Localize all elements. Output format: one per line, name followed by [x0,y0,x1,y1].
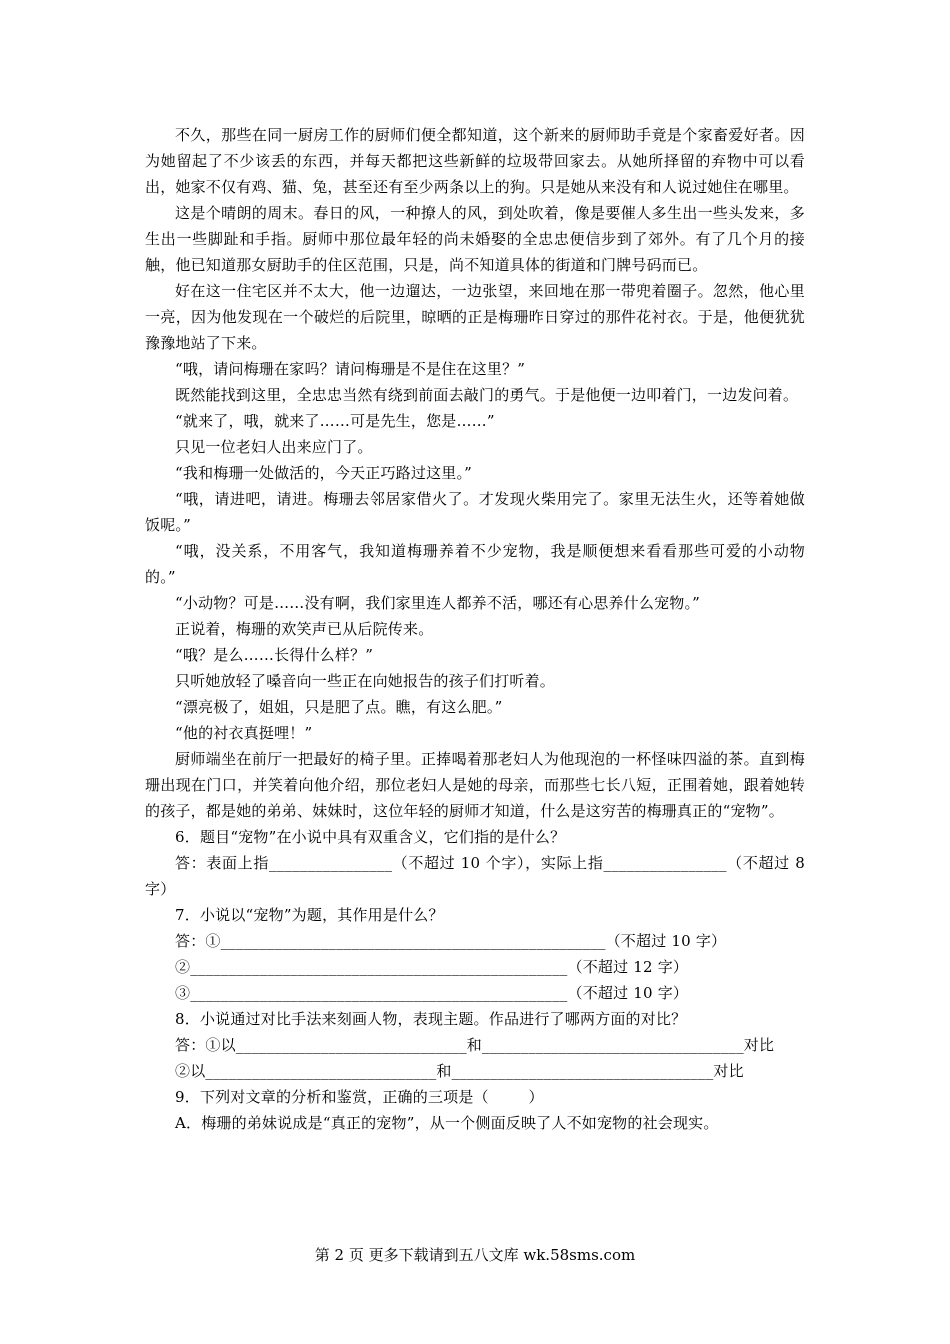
paragraph: 不久，那些在同一厨房工作的厨师们便全都知道，这个新来的厨师助手竟是个家畜爱好者。因为她留起了不少该丢的东西，并每天都把这些新鲜的垃圾带回家去。从她所择留的弃物中可以看出，她家不仅有鸡、猫、兔，甚至还有至少两条以上的狗。只是她从来没有和人说过她住在哪里。 [145,126,805,196]
question-9: 9．下列对文章的分析和鉴赏，正确的三项是（ ） [175,1088,544,1106]
paragraph: “小动物？可是……没有啊，我们家里连人都养不活，哪还有心思养什么宠物。” [175,594,701,612]
option-a: A．梅珊的弟妹说成是“真正的宠物”，从一个侧面反映了人不如宠物的社会现实。 [175,1114,719,1132]
paragraph: “哦？是么……长得什么样？” [175,646,374,664]
answer-7-item-1: 答：①__________________________________________________（不超过 10 字） [175,932,727,950]
answer-7-item-3: ③_________________________________________________（不超过 10 字） [175,984,689,1002]
page-footer: 第 2 页 更多下载请到五八文库 wk.58sms.com [314,1246,636,1264]
paragraph: “哦，请进吧，请进。梅珊去邻居家借火了。才发现火柴用完了。家里无法生火，还等着她做饭呢。” [145,490,805,534]
paragraph: 只见一位老妇人出来应门了。 [175,438,373,456]
paragraph: 正说着，梅珊的欢笑声已从后院传来。 [175,620,434,638]
paragraph: 厨师端坐在前厅一把最好的椅子里。正捧喝着那老妇人为他现泡的一杯怪味四溢的茶。直到梅珊出现在门口，并笑着向他介绍，那位老妇人是她的母亲，而那些七长八短，正围着她，跟着她转的孩子，都是她的弟弟、妹妹时，这位年轻的厨师才知道，什么是这穷苦的梅珊真正的“宠物”。 [145,750,805,820]
document-body [145,122,810,1136]
paragraph: “哦，没关系，不用客气，我知道梅珊养着不少宠物，我是顺便想来看看那些可爱的小动物的。” [145,542,805,586]
paragraph: 既然能找到这里，全忠忠当然有绕到前面去敲门的勇气。于是他便一边叩着门，一边发问着。 [175,386,799,404]
paragraph: “他的衬衣真挺哩！” [175,724,313,742]
question-7: 7．小说以“宠物”为题，其作用是什么？ [175,906,444,924]
answer-8-item-2: ②以______________________________和__________________________________对比 [175,1062,744,1080]
answer-7-item-2: ②_________________________________________________（不超过 12 字） [175,958,689,976]
paragraph: “漂亮极了，姐姐，只是肥了点。瞧，有这么肥。” [175,698,503,716]
paragraph: 这是个晴朗的周末。春日的风，一种撩人的风，到处吹着，像是要催人多生出一些头发来，多生出一些脚趾和手指。厨师中那位最年轻的尚未婚娶的全忠忠便信步到了郊外。有了几个月的接触，他已知道那女厨助手的住区范围，只是，尚不知道具体的街道和门牌号码而已。 [145,204,805,274]
question-8: 8．小说通过对比手法来刻画人物，表现主题。作品进行了哪两方面的对比？ [175,1010,687,1028]
paragraph: “我和梅珊一处做活的，今天正巧路过这里。” [175,464,473,482]
paragraph: 只听她放轻了嗓音向一些正在向她报告的孩子们打听着。 [175,672,556,690]
paragraph: “就来了，哦，就来了……可是先生，您是……” [175,412,495,430]
paragraph: 好在这一住宅区并不太大，他一边遛达，一边张望，来回地在那一带兜着圈子。忽然，他心里一亮，因为他发现在一个破烂的后院里，晾晒的正是梅珊昨日穿过的那件花衬衣。于是，他便犹犹豫豫地站了下来。 [145,282,805,352]
question-6: 6．题目“宠物”在小说中具有双重含义，它们指的是什么？ [175,828,566,846]
answer-8-item-1: 答：①以______________________________和__________________________________对比 [175,1036,775,1054]
answer-6: 答：表面上指________________（不超过 10 个字），实际上指________________（不超过 8 字） [145,854,810,898]
paragraph: “哦，请问梅珊在家吗？请问梅珊是不是住在这里？” [175,360,526,378]
